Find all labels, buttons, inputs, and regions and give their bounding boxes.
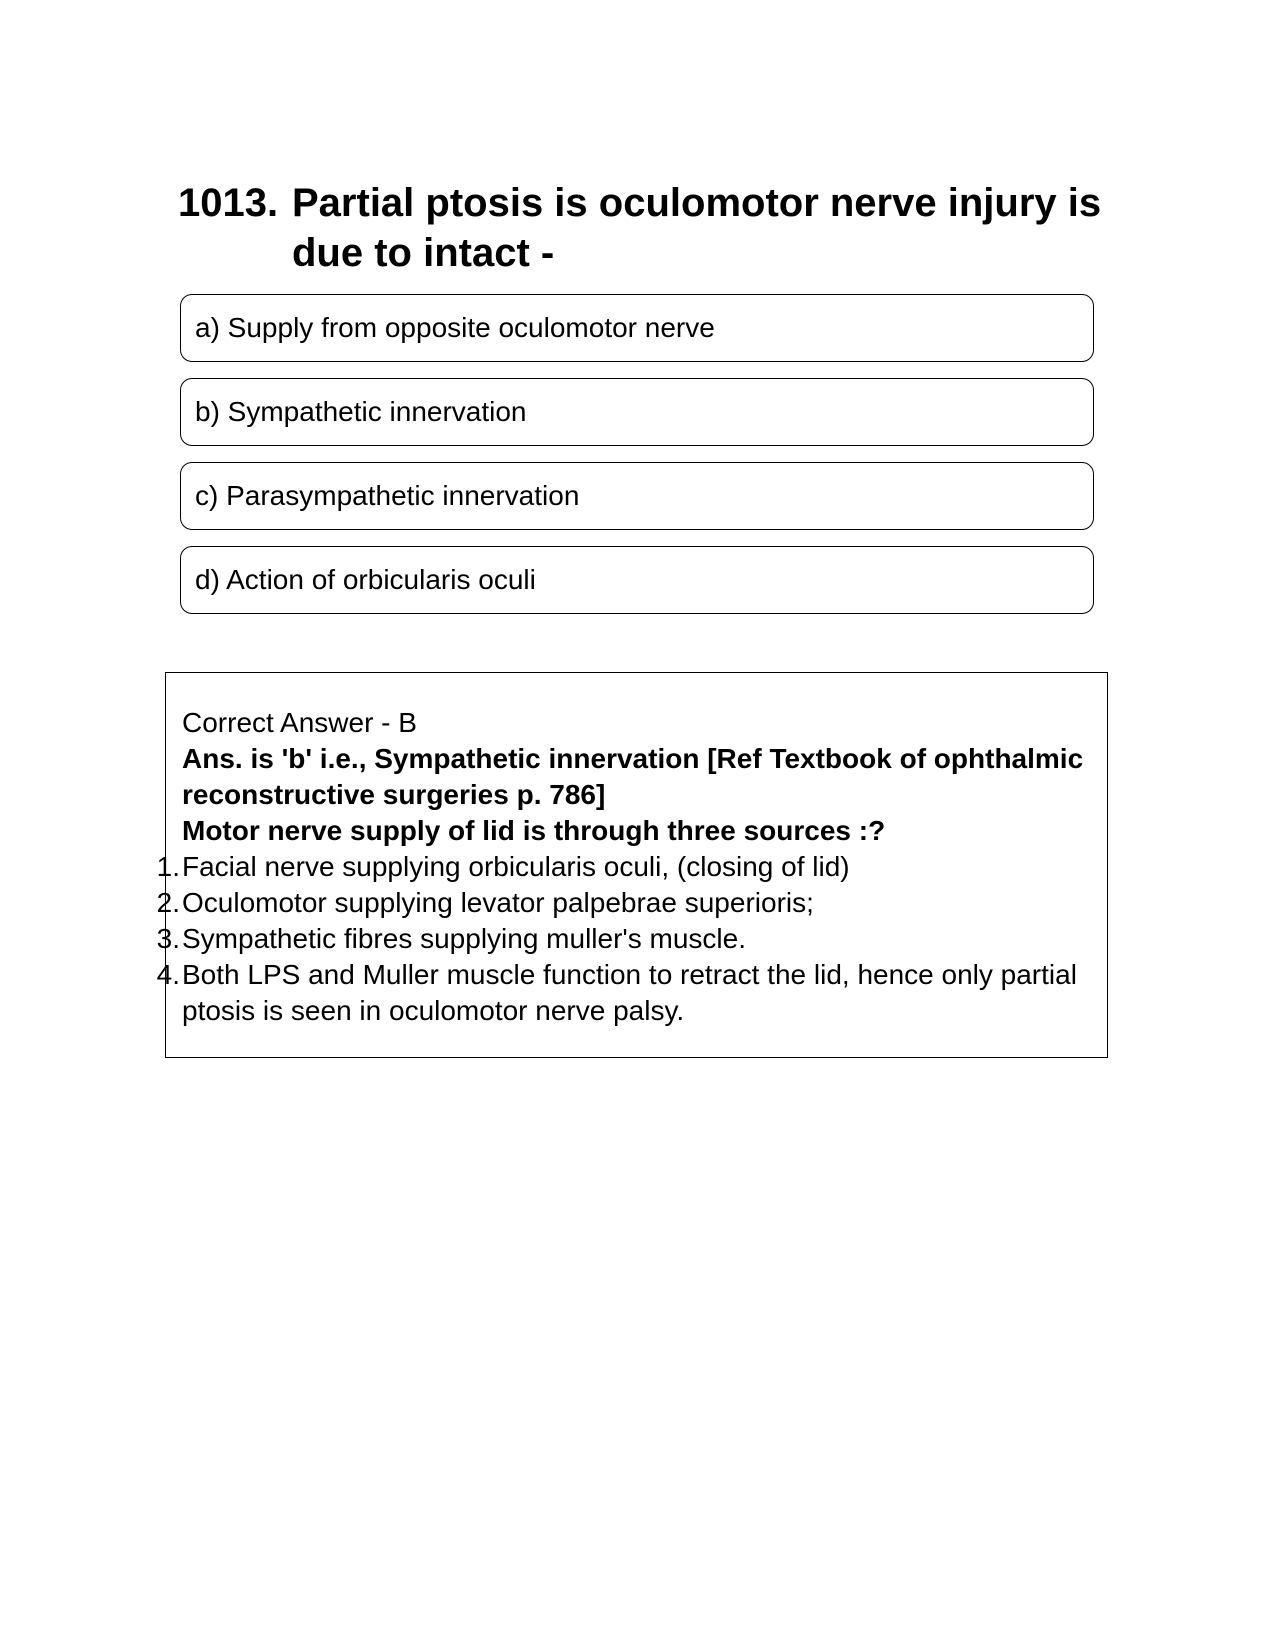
list-item-text: Facial nerve supplying orbicularis oculi, (closing of lid) bbox=[182, 851, 850, 882]
options-list bbox=[180, 294, 1094, 630]
question-number: 1013. bbox=[178, 181, 279, 225]
option-b[interactable] bbox=[180, 378, 1094, 446]
answer-explanation: Ans. is 'b' i.e., Sympathetic innervation [Ref Textbook of ophthalmic reconstructive surgeries p. 786] bbox=[182, 743, 1084, 810]
option-b-label: b) Sympathetic innervation bbox=[195, 396, 527, 427]
option-a-label: a) Supply from opposite oculomotor nerve bbox=[195, 312, 715, 343]
list-item-number: 1. bbox=[156, 851, 180, 882]
list-item bbox=[156, 921, 1091, 957]
question-heading bbox=[178, 178, 1108, 278]
option-c[interactable] bbox=[180, 462, 1094, 530]
option-d[interactable] bbox=[180, 546, 1094, 614]
list-item-text: Both LPS and Muller muscle function to retract the lid, hence only partial ptosis is seen in oculomotor nerve palsy. bbox=[182, 959, 1077, 1026]
list-item bbox=[156, 849, 1091, 885]
list-item-number: 4. bbox=[156, 959, 180, 990]
list-item-text: Sympathetic fibres supplying muller's muscle. bbox=[182, 923, 747, 954]
answer-explanation-box bbox=[156, 672, 1108, 1058]
list-item bbox=[156, 957, 1091, 1029]
option-d-label: d) Action of orbicularis oculi bbox=[195, 564, 536, 595]
list-item-number: 3. bbox=[156, 923, 180, 954]
list-item-number: 2. bbox=[156, 887, 180, 918]
list-item bbox=[156, 885, 1091, 921]
answer-subheading: Motor nerve supply of lid is through three sources :? bbox=[182, 815, 886, 846]
option-a[interactable] bbox=[180, 294, 1094, 362]
option-c-label: c) Parasympathetic innervation bbox=[195, 480, 580, 511]
list-item-text: Oculomotor supplying levator palpebrae superioris; bbox=[182, 887, 814, 918]
question-text: Partial ptosis is oculomotor nerve injury is due to intact - bbox=[292, 181, 1102, 275]
correct-answer: Correct Answer - B bbox=[182, 707, 417, 738]
motor-supply-list bbox=[156, 849, 1091, 1029]
